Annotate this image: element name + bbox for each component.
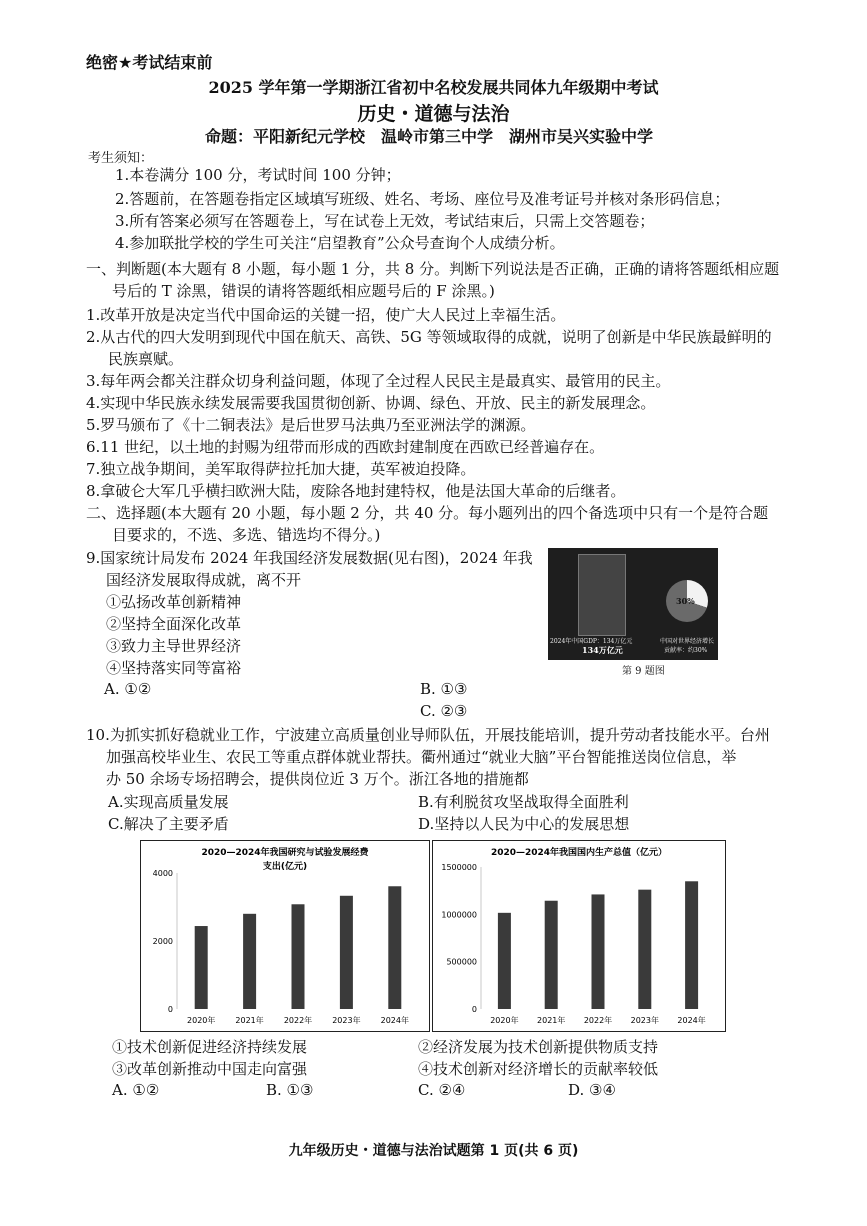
- q9-option-3: ③致力主导世界经济: [106, 637, 242, 655]
- chart-subtitle: 支出(亿元): [262, 862, 308, 872]
- bar: [545, 901, 558, 1009]
- chart-title: 2020—2024年我国国内生产总值（亿元）: [490, 848, 668, 858]
- gdp-block: [578, 554, 626, 636]
- q10-choice-d: D.坚持以人民为中心的发展思想: [418, 815, 630, 833]
- question-9-cont: 国经济发展取得成就，离不开: [106, 571, 302, 589]
- subject-title: 历史・道德与法治: [357, 103, 510, 125]
- rd-spending-chart: [140, 840, 430, 1032]
- q10-choice-c: C.解决了主要矛盾: [108, 815, 229, 833]
- bar: [195, 926, 208, 1009]
- gdp-value: 134万亿元: [582, 645, 623, 655]
- notice-item: 1.本卷满分 100 分，考试时间 100 分钟；: [115, 166, 401, 184]
- q9-choice-a: A. ①②: [104, 680, 152, 698]
- q9-option-1: ①弘扬改革创新精神: [106, 593, 242, 611]
- question-3: 3.每年两会都关注群众切身利益问题，体现了全过程人民民主是最真实、最管用的民主。: [86, 372, 671, 390]
- x-tick-label: 2022年: [283, 1016, 313, 1025]
- x-tick-label: 2020年: [490, 1016, 519, 1025]
- q11-choice-d: D. ③④: [568, 1081, 616, 1099]
- x-tick-label: 2024年: [380, 1016, 409, 1025]
- q11-choice-a: A. ①②: [112, 1081, 160, 1099]
- q9-figure: [548, 548, 718, 660]
- x-tick-label: 2021年: [537, 1016, 566, 1025]
- q9-choice-b: B. ①③: [420, 680, 468, 698]
- q11-option-4: ④技术创新对经济增长的贡献率较低: [418, 1060, 659, 1078]
- q11-option-2: ②经济发展为技术创新提供物质支持: [418, 1038, 659, 1056]
- question-9: 9.国家统计局发布 2024 年我国经济发展数据(见右图)，2024 年我: [86, 549, 533, 567]
- x-tick-label: 2022年: [583, 1016, 613, 1025]
- gdp-chart-svg: [433, 841, 725, 1031]
- y-tick-label: 2000: [152, 937, 173, 946]
- y-tick-label: 4000: [152, 869, 173, 878]
- confidential-mark: 绝密★考试结束前: [86, 53, 213, 72]
- question-1: 1.改革开放是决定当代中国命运的关键一招，使广大人民过上幸福生活。: [86, 306, 566, 324]
- q11-choice-c: C. ②④: [418, 1081, 466, 1099]
- notice-item: 2.答题前，在答题卷指定区域填写班级、姓名、考场、座位号及准考证号并核对条形码信息；: [115, 190, 730, 208]
- question-10-cont: 办 50 余场专场招聘会，提供岗位近 3 万个。浙江各地的措施都: [106, 770, 529, 788]
- y-tick-label: 500000: [446, 957, 477, 967]
- question-2-cont: 民族禀赋。: [108, 350, 184, 368]
- page-footer: 九年级历史・道德与法治试题第 1 页(共 6 页): [288, 1143, 579, 1159]
- bar: [498, 913, 511, 1009]
- bar: [685, 881, 698, 1009]
- q10-choice-b: B.有利脱贫攻坚战取得全面胜利: [418, 793, 629, 811]
- section1-intro-cont: 号后的 T 涂黑，错误的请将答题纸相应题号后的 F 涂黑。): [112, 282, 495, 300]
- q10-choice-a: A.实现高质量发展: [108, 793, 229, 811]
- question-10: 10.为抓实抓好稳就业工作，宁波建立高质量创业导师队伍，开展技能培训，提升劳动者技能水平。台州: [86, 726, 770, 744]
- y-tick-label: 0: [167, 1005, 173, 1014]
- x-tick-label: 2023年: [332, 1016, 361, 1025]
- q9-option-2: ②坚持全面深化改革: [106, 615, 242, 633]
- bar: [243, 914, 256, 1009]
- gdp-chart: [432, 840, 726, 1032]
- chart-title: 2020—2024年我国研究与试验发展经费: [201, 848, 369, 858]
- bar: [388, 886, 401, 1009]
- bar: [592, 894, 605, 1009]
- y-tick-label: 1000000: [441, 910, 477, 920]
- pie-caption-2: 贡献率：约30%: [664, 647, 708, 654]
- y-tick-label: 0: [471, 1005, 477, 1014]
- notice-item: 4.参加联批学校的学生可关注“启望教育”公众号查询个人成绩分析。: [115, 234, 565, 252]
- question-6: 6.11 世纪，以土地的封赐为纽带而形成的西欧封建制度在西欧已经普遍存在。: [86, 438, 605, 456]
- q11-choice-b: B. ①③: [266, 1081, 314, 1099]
- q11-option-3: ③改革创新推动中国走向富强: [112, 1060, 308, 1078]
- y-tick-label: 1500000: [441, 863, 477, 872]
- pie-percent: 30%: [676, 596, 695, 606]
- x-tick-label: 2021年: [235, 1016, 264, 1025]
- section1-intro: 一、判断题(本大题有 8 小题，每小题 1 分，共 8 分。判断下列说法是否正确，正确的请将答题纸相应题: [86, 260, 780, 278]
- bar: [638, 890, 651, 1009]
- authors-line: 命题：平阳新纪元学校 温岭市第三中学 湖州市吴兴实验中学: [205, 127, 654, 146]
- section2-intro-cont: 目要求的，不选、多选、错选均不得分。): [112, 526, 381, 544]
- section2-intro: 二、选择题(本大题有 20 小题，每小题 2 分，共 40 分。每小题列出的四个备选项中只有一个是符合题: [86, 504, 769, 522]
- notice-item: 3.所有答案必须写在答题卷上，写在试卷上无效，考试结束后，只需上交答题卷；: [115, 212, 655, 230]
- rd-spending-chart-svg: [141, 841, 429, 1031]
- q9-choice-c: C. ②③: [420, 702, 468, 720]
- pie-caption: 中国对世界经济增长: [660, 638, 715, 645]
- question-4: 4.实现中华民族永续发展需要我国贯彻创新、协调、绿色、开放、民主的新发展理念。: [86, 394, 656, 412]
- x-tick-label: 2020年: [187, 1016, 216, 1025]
- q9-option-4: ④坚持落实同等富裕: [106, 659, 242, 677]
- notice-heading: 考生须知：: [88, 151, 154, 166]
- q9-figure-caption: 第 9 题图: [622, 666, 665, 677]
- x-tick-label: 2023年: [630, 1016, 659, 1025]
- question-7: 7.独立战争期间，美军取得萨拉托加大捷，英军被迫投降。: [86, 460, 476, 478]
- bar: [292, 904, 305, 1009]
- q11-option-1: ①技术创新促进经济持续发展: [112, 1038, 308, 1056]
- bar: [340, 896, 353, 1009]
- question-8: 8.拿破仑大军几乎横扫欧洲大陆，废除各地封建特权，他是法国大革命的后继者。: [86, 482, 626, 500]
- x-tick-label: 2024年: [677, 1016, 706, 1025]
- gdp-caption: 2024年中国GDP：134万亿元: [550, 638, 633, 645]
- question-10-cont: 加强高校毕业生、农民工等重点群体就业帮扶。衢州通过“就业大脑”平台智能推送岗位信息，举: [106, 748, 737, 766]
- exam-title: 2025 学年第一学期浙江省初中名校发展共同体九年级期中考试: [208, 78, 659, 97]
- question-5: 5.罗马颁布了《十二铜表法》是后世罗马法典乃至亚洲法学的渊源。: [86, 416, 536, 434]
- question-2: 2.从古代的四大发明到现代中国在航天、高铁、5G 等领域取得的成就，说明了创新是中华民族最鲜明的: [86, 328, 772, 346]
